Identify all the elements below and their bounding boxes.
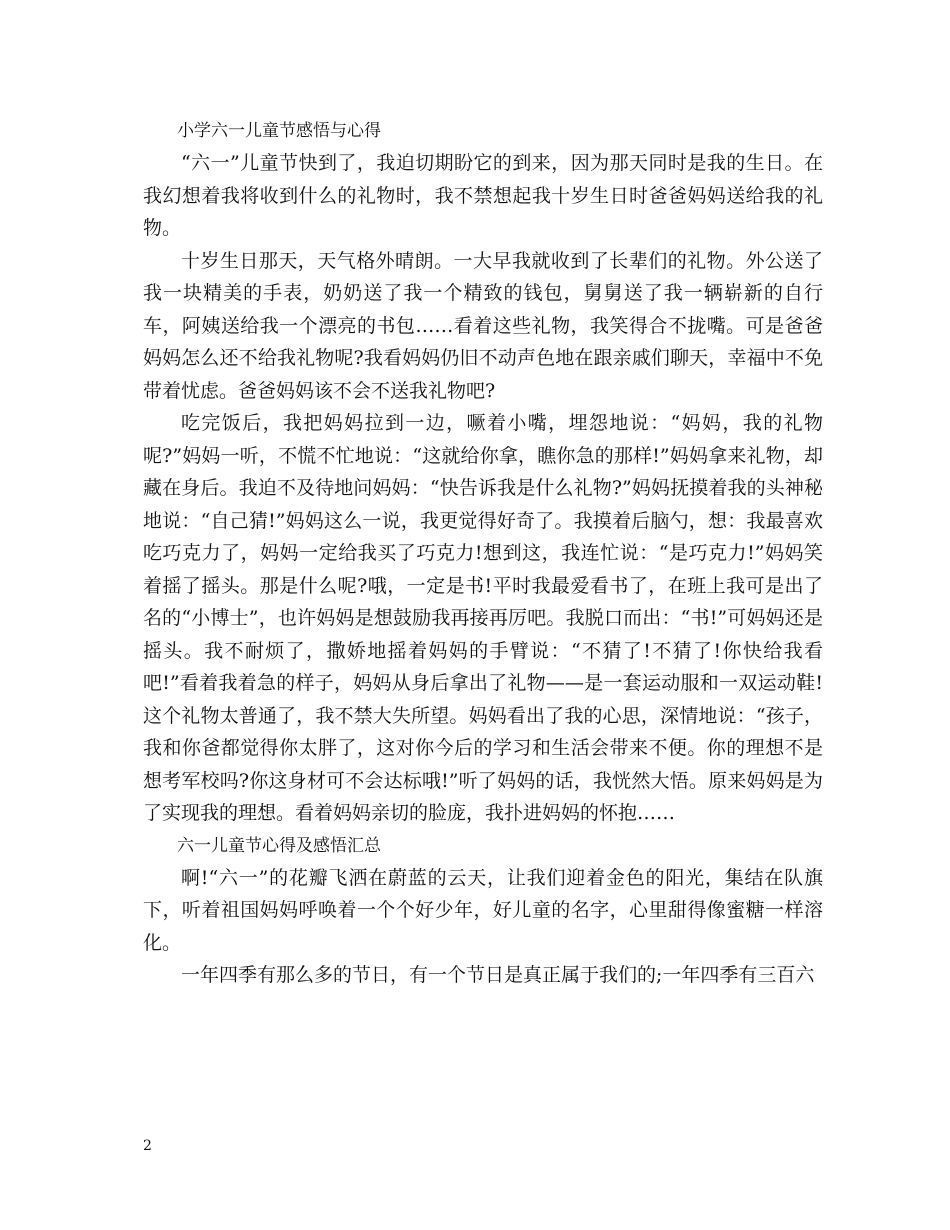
- paragraph: 一年四季有那么多的节日，有一个节日是真正属于我们的;一年四季有三百六: [181, 964, 815, 986]
- paragraph: 吃完饭后，我把妈妈拉到一边，噘着小嘴，埋怨地说：“妈妈，我的礼物呢?”妈妈一听，不慌不忙地说：“这就给你拿，瞧你急的那样!”妈妈拿来礼物，却藏在身后。我迫不及待地问妈妈：“快告诉我是什么礼物?”妈妈抚摸着我的头神秘地说：“自己猜!”妈妈这么一说，我更觉得好奇了。我摸着后脑勺，想：我最喜欢吃巧克力了，妈妈一定给我买了巧克力!想到这，我连忙说：“是巧克力!”妈妈笑着摇了摇头。那是什么呢?哦，一定是书!平时我最爱看书了，在班上我可是出了名的“小博士”，也许妈妈是想鼓励我再接再厉吧。我脱口而出：“书!”可妈妈还是摇头。我不耐烦了，撒娇地摇着妈妈的手臂说：“不猜了!不猜了!你快给我看吧!”看着我着急的样子，妈妈从身后拿出了礼物——是一套运动服和一双运动鞋!这个礼物太普通了，我不禁大失所望。妈妈看出了我的心思，深情地说：“孩子，我和你爸都觉得你太胖了，这对你今后的学习和生活会带来不便。你的理想不是想考军校吗?你这身材可不会达标哦!”听了妈妈的话，我恍然大悟。原来妈妈是为了实现我的理想。看着妈妈亲切的脸庞，我扑进妈妈的怀抱……: [143, 412, 823, 824]
- page-number: 2: [143, 1138, 152, 1154]
- section-title-1: 小学六一儿童节感悟与心得: [177, 121, 381, 141]
- document-body: [143, 115, 823, 992]
- section-title-2: 六一儿童节心得及感悟汇总: [177, 835, 381, 856]
- paragraph: “六一”儿童节快到了，我迫切期盼它的到来，因为那天同时是我的生日。在我幻想着我将收到什么的礼物时，我不禁想起我十岁生日时爸爸妈妈送给我的礼物。: [143, 152, 823, 239]
- paragraph: 十岁生日那天，天气格外晴朗。一大早我就收到了长辈们的礼物。外公送了我一块精美的手表，奶奶送了我一个精致的钱包，舅舅送了我一辆崭新的自行车，阿姨送给我一个漂亮的书包……看着这些礼物，我笑得合不拢嘴。可是爸爸妈妈怎么还不给我礼物呢?我看妈妈仍旧不动声色地在跟亲戚们聊天，幸福中不免带着忧虑。爸爸妈妈该不会不送我礼物吧?: [143, 249, 823, 402]
- paragraph: 啊!“六一”的花瓣飞洒在蔚蓝的云天，让我们迎着金色的阳光，集结在队旗下，听着祖国妈妈呼唤着一个个好少年，好儿童的名字，心里甜得像蜜糖一样溶化。: [143, 866, 823, 954]
